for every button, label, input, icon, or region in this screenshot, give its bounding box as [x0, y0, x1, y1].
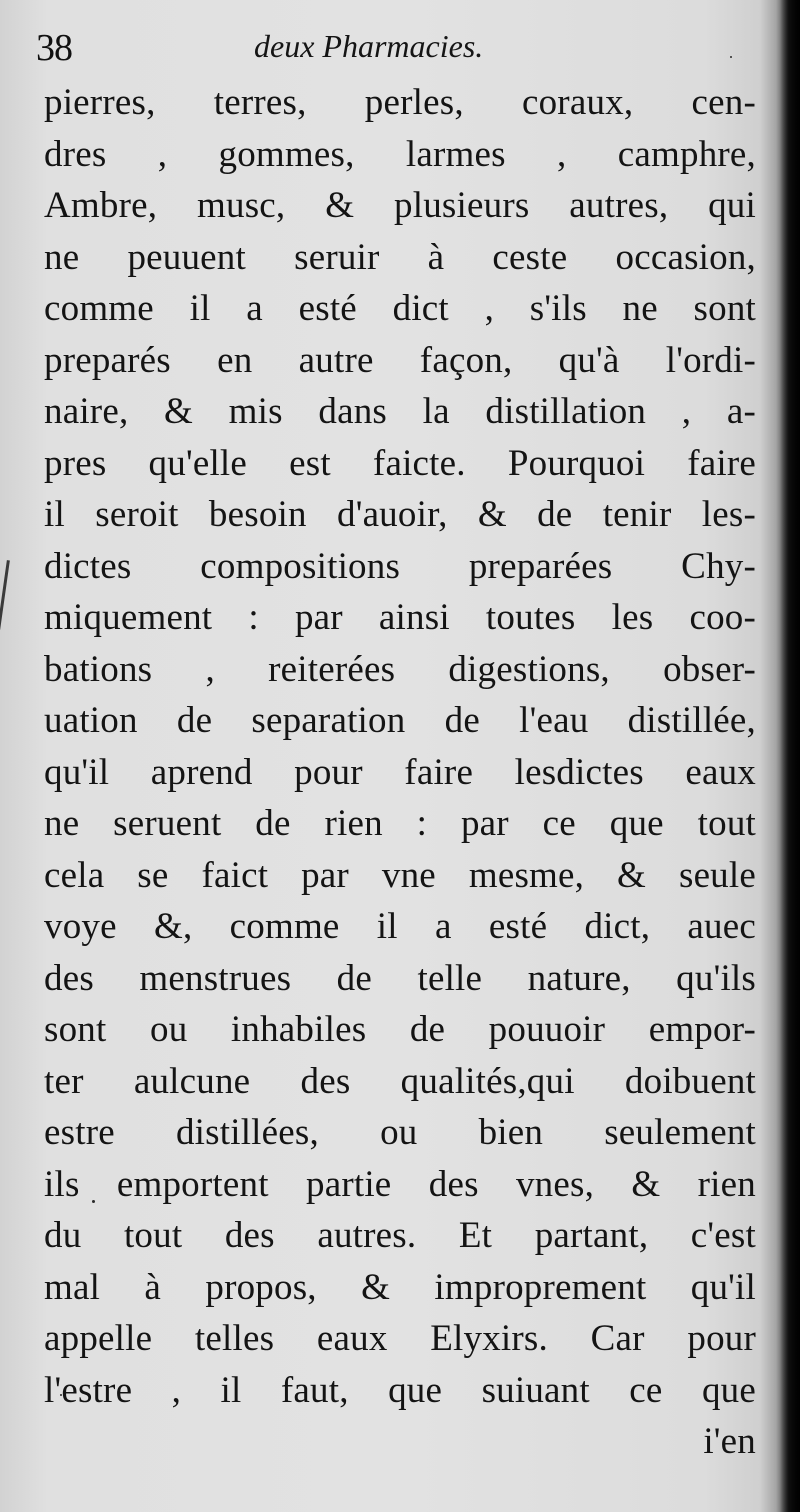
text-line: appelle telles eaux Elyxirs. Car pour — [44, 1318, 756, 1359]
text-line: Ambre, musc, & plusieurs autres, qui — [44, 185, 756, 226]
text-line: miquement : par ainsi toutes les coo- — [44, 597, 756, 638]
text-line: pres qu'elle est faicte. Pourquoi faire — [44, 442, 756, 484]
page-header — [36, 16, 756, 76]
text-line: dictes compositions preparées Chy- — [44, 545, 756, 587]
text-line: sont ou inhabiles de pouuoir empor- — [44, 1009, 756, 1050]
text-line: ne peuuent seruir à ceste occasion, — [44, 236, 756, 278]
text-line: du tout des autres. Et partant, c'est — [44, 1215, 756, 1256]
text-line: cela se faict par vne mesme, & seule — [44, 854, 756, 896]
text-line: voye &, comme il a esté dict, auec — [44, 906, 756, 947]
text-line: ter aulcune des qualités,qui doibuent — [44, 1060, 756, 1102]
page-number: 38 — [36, 27, 72, 69]
text-line: mal à propos, & improprement qu'il — [44, 1266, 756, 1308]
text-line: des menstrues de telle nature, qu'ils — [44, 957, 756, 999]
text-line: bations , reiterées digestions, obser- — [44, 648, 756, 690]
binding-shadow — [776, 0, 800, 1512]
text-line: naire, & mis dans la distillation , a- — [44, 391, 756, 432]
text-line: pierres, terres, perles, coraux, cen- — [44, 82, 756, 123]
text-line: qu'il aprend pour faire lesdictes eaux — [44, 751, 756, 793]
text-line: estre distillées, ou bien seulement — [44, 1112, 756, 1153]
text-line: preparés en autre façon, qu'à l'ordi- — [44, 339, 756, 381]
text-line: ils emportent partie des vnes, & rien — [44, 1163, 756, 1205]
text-line: ne seruent de rien : par ce que tout — [44, 803, 756, 844]
text-line: l'estre , il faut, que suiuant ce que — [44, 1369, 756, 1411]
text-line: dres , gommes, larmes , camphre, — [44, 133, 756, 175]
margin-mark — [0, 560, 10, 630]
text-line: il seroit besoin d'auoir, & de tenir les- — [44, 494, 756, 535]
body-text — [44, 77, 756, 1468]
text-line: uation de separation de l'eau distillée, — [44, 700, 756, 741]
running-head: deux Pharmacies. — [254, 28, 484, 64]
text-line: comme il a esté dict , s'ils ne sont — [44, 288, 756, 329]
catchword: i'en — [703, 1421, 756, 1462]
